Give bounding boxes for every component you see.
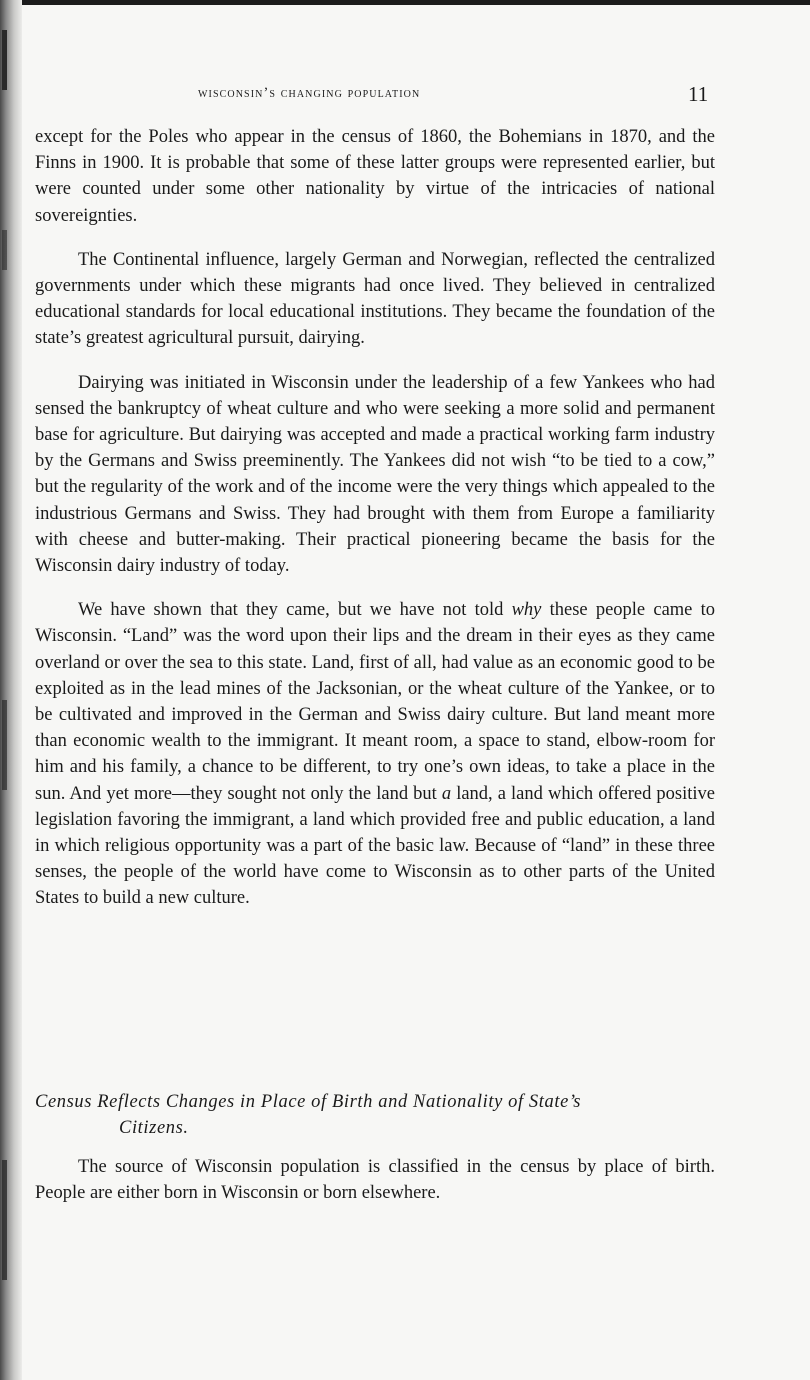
emphasis-a: a bbox=[441, 783, 452, 804]
paragraph-text: We have shown that they came, but we have not told bbox=[78, 600, 512, 621]
paragraph-source bbox=[35, 1154, 715, 1206]
paragraph-text: these people came to Wisconsin. “Land” was the word upon their lips and the dream in their eyes as they came overland or over the sea to this state. Land, first of all, had value as an economic good to be exploited as in the lead mines of the Jacksonian, or the wheat culture of the Yankee, or to be cultivated and improved in the German and Swiss dairy culture. But land meant more than economic wealth to the immigrant. It meant room, a space to stand, elbow-room for him and his family, a chance to be different, to try one’s own ideas, to take a place in the sun. And yet more—they sought not only the land but bbox=[35, 600, 715, 804]
book-spine-shadow bbox=[0, 0, 22, 1380]
section-heading-line1: Census Reflects Changes in Place of Birth and Nationality of State’s bbox=[35, 1092, 582, 1112]
body-text bbox=[35, 124, 715, 930]
page-number: 11 bbox=[688, 82, 709, 106]
paragraph-dairying bbox=[35, 370, 715, 580]
section-heading-line2: Citizens. bbox=[119, 1118, 189, 1138]
spine-mark bbox=[2, 30, 7, 90]
top-edge-rule bbox=[0, 0, 810, 5]
paragraph-text: land, a land which offered positive legislation favoring the immigrant, a land which provided free and public education, a land in which religious opportunity was a part of the basic law. Because of “land” in these three senses, the people of the world have come to Wisconsin as to other parts of the United States to build a new culture. bbox=[35, 783, 715, 909]
emphasis-why: why bbox=[511, 600, 542, 621]
section-heading bbox=[35, 1089, 725, 1141]
spine-mark bbox=[2, 1160, 7, 1280]
spine-mark bbox=[2, 700, 7, 790]
paragraph-text: except for the Poles who appear in the census of 1860, the Bohemians in 1870, and the Finns in 1900. It is probable that some of these latter groups were represented earlier, but were counted under some other nationality by virtue of the intricacies of national sovereignties. bbox=[35, 127, 715, 226]
running-head bbox=[0, 82, 810, 106]
paragraph-text: Dairying was initiated in Wisconsin under the leadership of a few Yankees who had sensed the bankruptcy of wheat culture and who were seeking a more solid and permanent base for agriculture. But dairying was accepted and made a practical working farm industry by the Germans and Swiss preeminently. The Yankees did not wish “to be tied to a cow,” but the regularity of the work and of the income were the very things which appealed to the industrious Germans and Swiss. They had brought with them from Europe a familiarity with cheese and butter-making. Their practical pioneering became the basis for the Wisconsin dairy industry of today. bbox=[35, 372, 715, 577]
running-title: wisconsin’s changing population bbox=[198, 85, 421, 101]
paragraph-continental-influence bbox=[35, 247, 715, 352]
spine-mark bbox=[2, 230, 7, 270]
paragraph-text: The Continental influence, largely German and Norwegian, reflected the centralized governments under which these migrants had once lived. They believed in centralized educational standards for local educational institutions. They became the foundation of the state’s greatest agricultural pursuit, dairying. bbox=[35, 249, 715, 349]
paragraph-continuation bbox=[35, 124, 715, 229]
paragraph-text: The source of Wisconsin population is classified in the census by place of birth. People are either born in Wisconsin or born elsewhere. bbox=[35, 1157, 715, 1204]
paragraph-land bbox=[35, 597, 715, 911]
closing-text bbox=[35, 1154, 715, 1224]
